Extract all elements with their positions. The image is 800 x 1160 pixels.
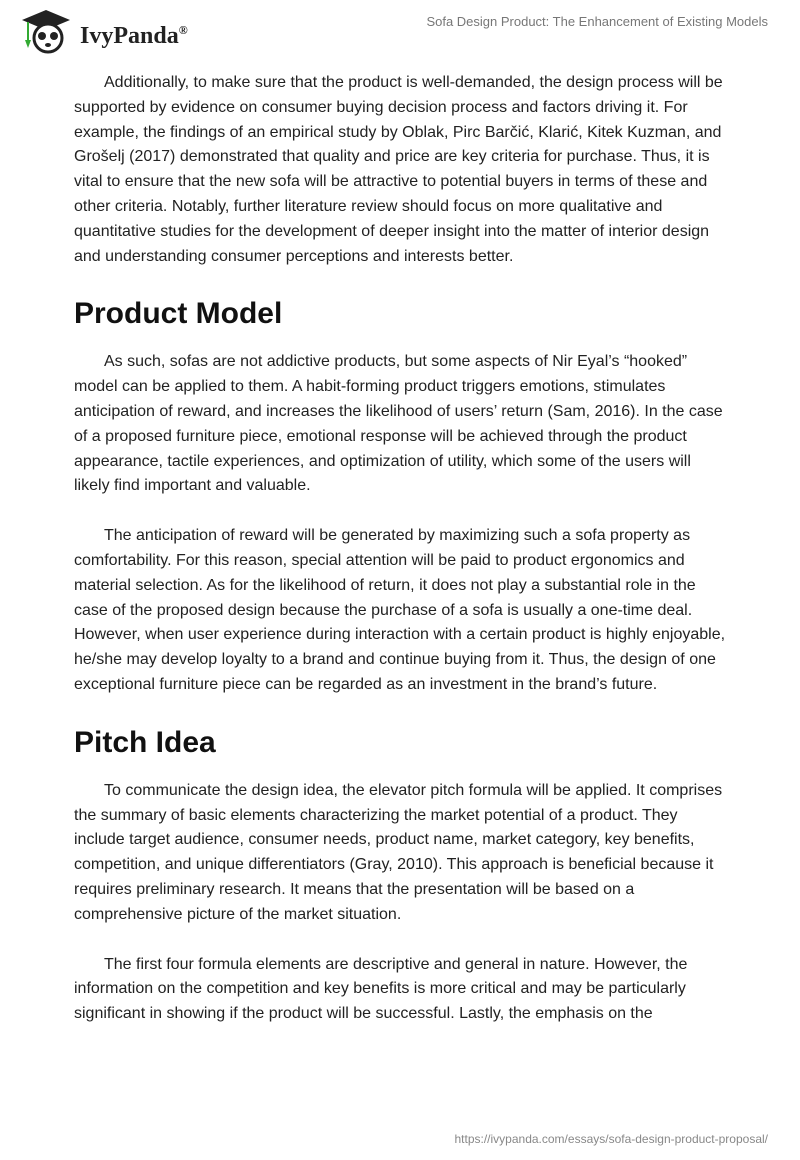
paragraph: The first four formula elements are descriptive and general in nature. However, the information on the competition and key benefits is more critical and may be particularly significant in showing if the product will be successful. Lastly, the emphasis on the: [74, 955, 688, 1023]
paragraph: To communicate the design idea, the elevator pitch formula will be applied. It comprises the summary of basic elements characterizing the market potential of a product. They include target audience, consumer needs, product name, market category, key benefits, competition, and unique differentiators (Gray, 2010). This approach is beneficial because it requires preliminary research. It means that the presentation will be based on a comprehensive picture of the market situation.: [74, 781, 723, 923]
section-heading-pitch-idea: Pitch Idea: [74, 725, 216, 759]
paragraph: As such, sofas are not addictive products, but some aspects of Nir Eyal’s “hooked” model can be applied to them. A habit-forming product triggers emotions, stimulates anticipation of reward, and increases the likelihood of users’ return (Sam, 2016). In the case of a proposed furniture piece, emotional response will be achieved through the product appearance, tactile experiences, and optimization of utility, which some of the users will likely find important and valuable.: [74, 353, 723, 495]
panda-graduate-icon: [18, 8, 74, 54]
paragraph: Additionally, to make sure that the product is well-demanded, the design process will be supported by evidence on consumer buying decision process and factors driving it. For example, the findings of an empirical study by Oblak, Pirc Barčić, Klarić, Kitek Kuzman, and Grošelj (2017) demonstrated that quality and price are key criteria for purchase. Thus, it is vital to ensure that the new sofa will be attractive to potential buyers in terms of these and other criteria. Notably, further literature review should focus on more qualitative and quantitative studies for the development of deeper insight into the matter of interior design and understanding consumer perceptions and interests better.: [74, 74, 723, 265]
logo-text: IvyPanda®: [80, 22, 188, 49]
document-title: Sofa Design Product: The Enhancement of Existing Models: [426, 14, 768, 29]
source-url[interactable]: https://ivypanda.com/essays/sofa-design-product-proposal/: [454, 1132, 768, 1146]
paragraph: The anticipation of reward will be generated by maximizing such a sofa property as comfortability. For this reason, special attention will be paid to product ergonomics and material selection. As for the likelihood of return, it does not play a substantial role in the case of the proposed design because the purchase of a sofa is usually a one-time deal. However, when user experience during interaction with a certain product is highly enjoyable, he/she may develop loyalty to a brand and continue buying from it. Thus, the design of one exceptional furniture piece can be regarded as an investment in the brand’s future.: [74, 527, 726, 693]
ivypanda-logo[interactable]: [18, 8, 188, 54]
essay-content: [74, 71, 726, 1052]
section-heading-product-model: Product Model: [74, 297, 283, 331]
